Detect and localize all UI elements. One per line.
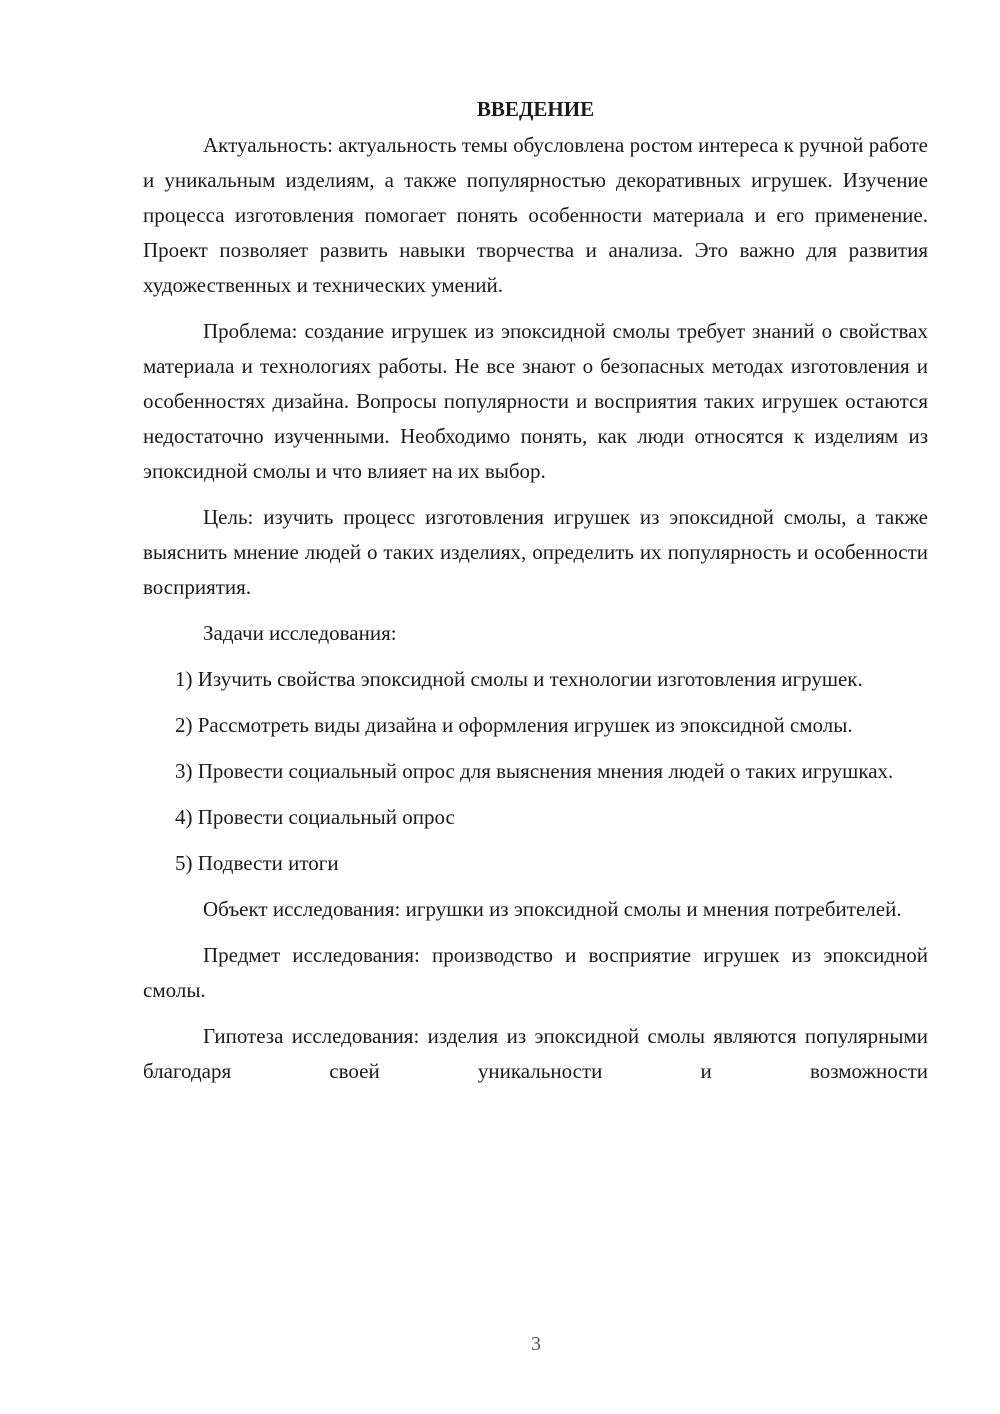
task-item-1: 1) Изучить свойства эпоксидной смолы и технологии изготовления игрушек. <box>175 667 863 691</box>
task-item-3: 3) Провести социальный опрос для выяснения мнения людей о таких игрушках. <box>175 759 894 783</box>
hypothesis-paragraph: Гипотеза исследования: изделия из эпоксидной смолы являются популярными благодаря своей уникальности и возможности <box>143 1024 928 1083</box>
subject-paragraph: Предмет исследования: производство и восприятие игрушек из эпоксидной смолы. <box>143 943 928 1002</box>
problem-paragraph: Проблема: создание игрушек из эпоксидной смолы требует знаний о свойствах материала и технологиях работы. Не все знают о безопасных методах изготовления и особенностях дизайна. Вопросы популярности и восприятия таких игрушек остаются недостаточно изученными. Необходимо понять, как люди относятся к изделиям из эпоксидной смолы и что влияет на их выбор. <box>143 319 928 483</box>
tasks-heading: Задачи исследования: <box>203 621 397 645</box>
goal-paragraph: Цель: изучить процесс изготовления игрушек из эпоксидной смолы, а также выяснить мнение людей о таких изделиях, определить их популярность и особенности восприятия. <box>143 505 928 599</box>
page-number: 3 <box>531 1333 541 1355</box>
document-page <box>143 92 928 1089</box>
section-title: ВВЕДЕНИЕ <box>476 97 595 121</box>
relevance-paragraph: Актуальность: актуальность темы обусловлена ростом интереса к ручной работе и уникальным изделиям, а также популярностью декоративных игрушек. Изучение процесса изготовления помогает понять особенности материала и его применение. Проект позволяет развить навыки творчества и анализа. Это важно для развития художественных и технических умений. <box>143 133 928 297</box>
task-item-5: 5) Подвести итоги <box>175 851 339 875</box>
task-item-4: 4) Провести социальный опрос <box>175 805 455 829</box>
task-item-2: 2) Рассмотреть виды дизайна и оформления игрушек из эпоксидной смолы. <box>175 713 853 737</box>
object-paragraph: Объект исследования: игрушки из эпоксидной смолы и мнения потребителей. <box>203 897 902 921</box>
